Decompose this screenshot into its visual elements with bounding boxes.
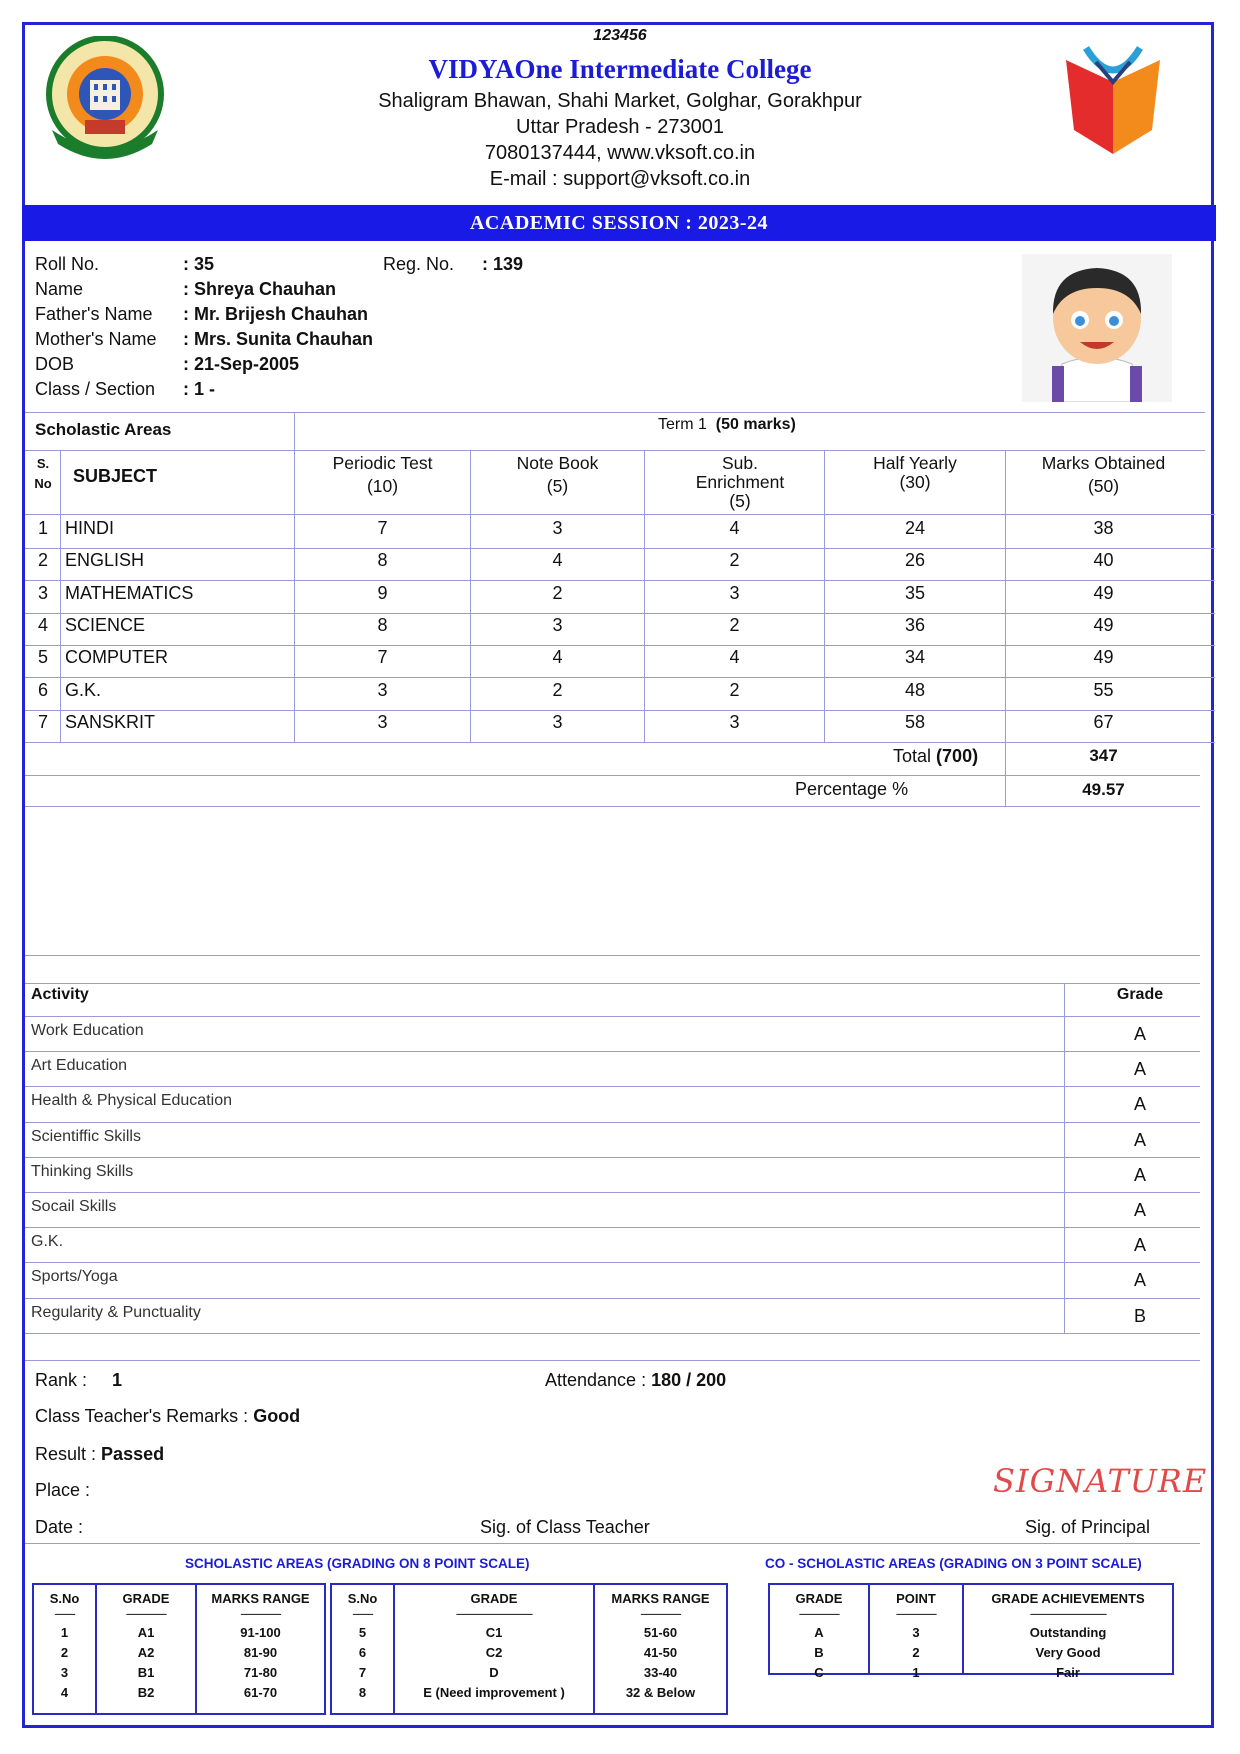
sno-cell: 1 bbox=[37, 518, 48, 538]
grid-line bbox=[25, 548, 1215, 549]
co-col-point: POINT -------------------- 3 2 1 bbox=[870, 1585, 964, 1673]
academic-session-banner: ACADEMIC SESSION : 2023-24 bbox=[22, 205, 1216, 241]
scholastic-scale-left bbox=[32, 1583, 326, 1715]
principal-signature: SIGNATURE bbox=[993, 1462, 1208, 1500]
note-book-cell: 4 bbox=[552, 647, 563, 667]
subject-header: SUBJECT bbox=[73, 466, 158, 486]
email-line: E-mail : support@vksoft.co.in bbox=[489, 168, 751, 190]
marks-obtained-cell: 38 bbox=[1093, 518, 1114, 538]
grid-line bbox=[25, 983, 1200, 984]
activity-name: Socail Skills bbox=[31, 1198, 117, 1215]
half-yearly-cell: 24 bbox=[904, 518, 926, 538]
marks-obtained-header: Marks Obtained (50) bbox=[1041, 453, 1166, 496]
note-book-header: Note Book (5) bbox=[516, 453, 599, 496]
subject-cell: HINDI bbox=[65, 518, 114, 538]
activity-name: Scientiffic Skills bbox=[31, 1127, 141, 1145]
sc-col-grade: GRADE -------------------------------------- C1 C2 D E (Need improvement ) bbox=[395, 1585, 595, 1713]
grid-line bbox=[25, 412, 1205, 413]
teacher-remarks: Class Teacher's Remarks : Good bbox=[35, 1406, 301, 1426]
grid-line bbox=[25, 1262, 1200, 1263]
place-label: Place : bbox=[35, 1480, 91, 1500]
activity-name: Regularity & Punctuality bbox=[31, 1303, 201, 1321]
address-line-1: Shaligram Bhawan, Shahi Market, Golghar, Gorakhpur bbox=[378, 90, 862, 112]
note-book-cell: 3 bbox=[552, 518, 563, 538]
grid-line bbox=[25, 775, 1200, 776]
half-yearly-cell: 26 bbox=[904, 550, 926, 570]
activity-name: G.K. bbox=[31, 1233, 64, 1251]
grid-line bbox=[25, 580, 1215, 581]
total-value: 347 bbox=[1089, 746, 1118, 765]
sno-cell: 5 bbox=[37, 647, 48, 667]
sub-enrichment-header: Sub. Enrichment (5) bbox=[695, 453, 785, 511]
dob-value: : 21-Sep-2005 bbox=[183, 354, 300, 374]
sub-enrichment-cell: 2 bbox=[729, 615, 740, 635]
activity-name: Thinking Skills bbox=[31, 1162, 134, 1180]
half-yearly-cell: 58 bbox=[904, 712, 926, 732]
subject-cell: COMPUTER bbox=[65, 647, 168, 667]
term-label: Term 1 (50 marks) bbox=[658, 416, 796, 433]
sub-enrichment-cell: 4 bbox=[729, 647, 740, 667]
sub-enrichment-cell: 2 bbox=[729, 680, 740, 700]
half-yearly-header: Half Yearly (30) bbox=[873, 453, 957, 492]
co-col-grade: GRADE -------------------- A B C bbox=[770, 1585, 870, 1673]
class-value: : 1 - bbox=[183, 379, 216, 399]
periodic-test-cell: 9 bbox=[377, 583, 388, 603]
grid-line bbox=[25, 710, 1215, 711]
grid-line bbox=[25, 742, 1215, 743]
dob-label: DOB bbox=[35, 354, 75, 374]
activity-name: Work Education bbox=[31, 1022, 144, 1039]
grade-header: Grade bbox=[1116, 986, 1164, 1003]
activity-grade: A bbox=[1133, 1270, 1146, 1291]
grid-line bbox=[25, 1360, 1200, 1361]
grid-line bbox=[25, 677, 1215, 678]
grid-line bbox=[25, 1543, 1200, 1544]
scholastic-areas-label: Scholastic Areas bbox=[35, 420, 172, 439]
marks-obtained-cell: 49 bbox=[1093, 647, 1114, 667]
name-label: Name bbox=[35, 279, 84, 299]
periodic-test-header: Periodic Test (10) bbox=[332, 453, 433, 496]
periodic-test-cell: 7 bbox=[377, 518, 388, 538]
sc-col-sno: S.No ---------- 5 6 7 8 bbox=[332, 1585, 395, 1713]
sc-col-range: MARKS RANGE -------------------- 51-60 41-50 33-40 32 & Below bbox=[611, 1591, 710, 1700]
periodic-test-cell: 8 bbox=[377, 615, 388, 635]
father-label: Father's Name bbox=[35, 304, 153, 324]
grid-line bbox=[25, 450, 1205, 451]
sub-enrichment-cell: 2 bbox=[729, 550, 740, 570]
grid-line bbox=[25, 1192, 1200, 1193]
attendance: Attendance : 180 / 200 bbox=[545, 1370, 727, 1390]
activity-grade: A bbox=[1133, 1164, 1146, 1185]
date-label: Date : bbox=[35, 1517, 84, 1537]
percentage-label: Percentage % bbox=[795, 779, 909, 799]
marks-obtained-cell: 67 bbox=[1093, 712, 1114, 732]
subject-cell: MATHEMATICS bbox=[65, 583, 194, 603]
sno-cell: 2 bbox=[37, 550, 48, 570]
activity-name: Sports/Yoga bbox=[31, 1268, 118, 1286]
reg-value: : 139 bbox=[482, 254, 524, 274]
grid-line bbox=[25, 1122, 1200, 1123]
grid-line bbox=[25, 613, 1215, 614]
note-book-cell: 4 bbox=[552, 550, 563, 570]
activity-grade: A bbox=[1133, 1200, 1146, 1220]
subject-cell: SANSKRIT bbox=[65, 712, 156, 732]
sub-enrichment-cell: 3 bbox=[729, 583, 740, 603]
activity-header: Activity bbox=[31, 986, 89, 1003]
father-value: : Mr. Brijesh Chauhan bbox=[183, 304, 369, 324]
result: Result : Passed bbox=[35, 1444, 165, 1464]
grid-line bbox=[60, 450, 61, 742]
subject-cell: ENGLISH bbox=[65, 550, 145, 570]
grid-line bbox=[25, 1333, 1200, 1334]
name-value: : Shreya Chauhan bbox=[183, 279, 337, 299]
roll-value: : 35 bbox=[183, 254, 215, 274]
marks-obtained-cell: 49 bbox=[1093, 615, 1114, 635]
sig-class-teacher: Sig. of Class Teacher bbox=[480, 1517, 650, 1537]
sc-col-range: MARKS RANGE -------------------- 91-100 81-90 71-80 61-70 bbox=[211, 1591, 310, 1700]
sno-cell: 3 bbox=[37, 583, 48, 603]
marks-obtained-cell: 55 bbox=[1093, 680, 1114, 700]
grid-line bbox=[25, 955, 1200, 956]
half-yearly-cell: 35 bbox=[904, 583, 926, 603]
note-book-cell: 2 bbox=[552, 583, 563, 603]
grid-line bbox=[25, 514, 1215, 515]
half-yearly-cell: 48 bbox=[904, 680, 926, 700]
grid-line bbox=[25, 1227, 1200, 1228]
total-label: Total (700) bbox=[893, 746, 979, 766]
grid-line bbox=[25, 806, 1200, 807]
document-number: 123456 bbox=[593, 27, 647, 44]
grid-line bbox=[25, 1157, 1200, 1158]
sno-header: S. No bbox=[34, 456, 52, 491]
activity-grade: A bbox=[1133, 1235, 1146, 1256]
sig-principal: Sig. of Principal bbox=[1025, 1517, 1151, 1537]
sno-cell: 4 bbox=[37, 615, 48, 635]
periodic-test-cell: 3 bbox=[377, 712, 388, 732]
mother-label: Mother's Name bbox=[35, 329, 157, 349]
class-label: Class / Section bbox=[35, 379, 156, 399]
co-col-achievement: GRADE ACHIEVEMENTS -------------------------------------- Outstanding Very Good Fair bbox=[991, 1591, 1145, 1680]
roll-label: Roll No. bbox=[35, 254, 100, 274]
rank: Rank : 1 bbox=[35, 1370, 123, 1390]
half-yearly-cell: 34 bbox=[904, 647, 926, 667]
note-book-cell: 2 bbox=[552, 680, 563, 700]
half-yearly-cell: 36 bbox=[904, 615, 926, 635]
activity-grade: A bbox=[1133, 1094, 1146, 1115]
activity-name: Health & Physical Education bbox=[31, 1092, 232, 1110]
periodic-test-cell: 3 bbox=[377, 680, 388, 700]
subject-cell: SCIENCE bbox=[65, 615, 146, 635]
grid-line bbox=[25, 1051, 1200, 1052]
activity-name: Art Education bbox=[31, 1057, 128, 1075]
sc-col-grade: GRADE -------------------- A1 A2 B1 B2 bbox=[97, 1585, 197, 1713]
grid-line bbox=[25, 1298, 1200, 1299]
subject-cell: G.K. bbox=[65, 680, 102, 700]
contact-line: 7080137444, www.vksoft.co.in bbox=[484, 142, 756, 164]
activity-grade: A bbox=[1133, 1059, 1146, 1080]
address-line-2: Uttar Pradesh - 273001 bbox=[516, 116, 724, 138]
mother-value: : Mrs. Sunita Chauhan bbox=[183, 329, 374, 349]
book-logo bbox=[1048, 38, 1178, 156]
grid-line bbox=[25, 1086, 1200, 1087]
roll-row bbox=[35, 252, 535, 277]
student-photo bbox=[1022, 254, 1172, 402]
co-scholastic-scale-title: CO - SCHOLASTIC AREAS (GRADING ON 3 POINT SCALE) bbox=[765, 1556, 1142, 1571]
sno-cell: 6 bbox=[37, 680, 48, 700]
activity-grade: A bbox=[1133, 1129, 1146, 1150]
periodic-test-cell: 8 bbox=[377, 550, 388, 570]
activity-grade: A bbox=[1133, 1024, 1146, 1044]
note-book-cell: 3 bbox=[552, 615, 563, 635]
co-scholastic-scale bbox=[768, 1583, 1174, 1680]
grid-line bbox=[25, 1016, 1200, 1017]
marks-obtained-cell: 49 bbox=[1093, 583, 1114, 603]
grid-line bbox=[25, 645, 1215, 646]
periodic-test-cell: 7 bbox=[377, 647, 388, 667]
grid-line bbox=[1064, 983, 1065, 1333]
sc-col-sno: S.No ---------- 1 2 3 4 bbox=[34, 1585, 97, 1713]
sub-enrichment-cell: 4 bbox=[729, 518, 740, 538]
percentage-value: 49.57 bbox=[1082, 780, 1125, 799]
scholastic-scale-middle bbox=[330, 1583, 728, 1715]
college-name: VIDYAOne Intermediate College bbox=[428, 54, 812, 84]
sno-cell: 7 bbox=[37, 712, 48, 732]
note-book-cell: 3 bbox=[552, 712, 563, 732]
activity-grade: B bbox=[1133, 1305, 1146, 1326]
marks-obtained-cell: 40 bbox=[1093, 550, 1114, 570]
sub-enrichment-cell: 3 bbox=[729, 712, 740, 732]
scholastic-scale-title: SCHOLASTIC AREAS (GRADING ON 8 POINT SCALE) bbox=[185, 1556, 530, 1571]
reg-label: Reg. No. bbox=[383, 254, 455, 274]
